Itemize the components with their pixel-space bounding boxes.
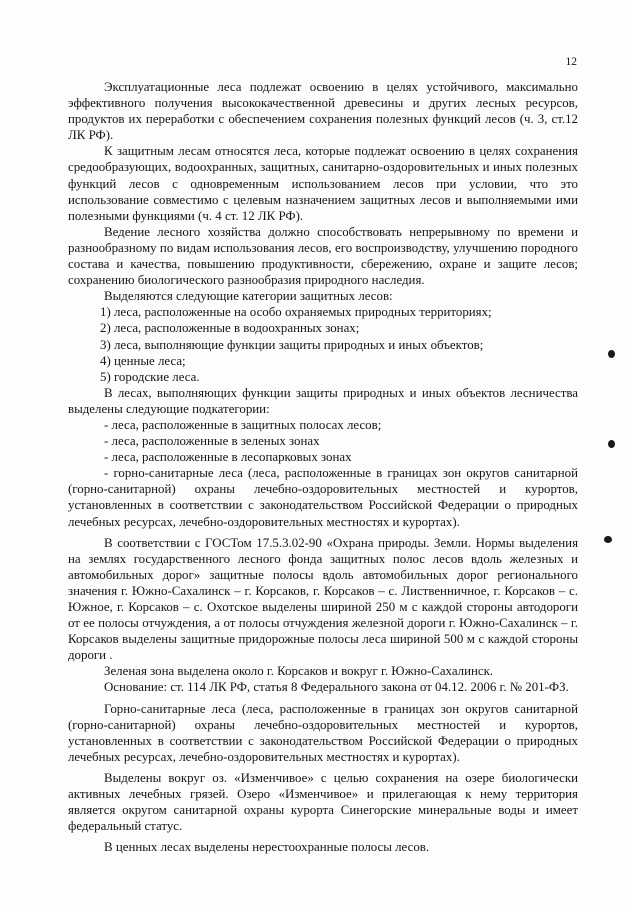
paragraph-categories-intro: Выделяются следующие категории защитных лесов: xyxy=(104,289,393,304)
paragraph-forest-management: Ведение лесного хозяйства должно способствовать непрерывному по времени и разнообразному по видам использования лесов, его воспроизводству, улучшению породного состава и качества, повышению продуктивности, сбережению, охране и защите лесов; сохранению биологического разнообразия природного наследия. xyxy=(68,224,578,288)
page-number: 12 xyxy=(565,56,577,68)
paragraph-exploitation-forests: Эксплуатационные леса подлежат освоению в целях устойчивого, максимально эффективного получения высококачественной древесины и других лесных ресурсов, продуктов их переработки с обеспечением сохранения полезных функций лесов (ч. 3, ст.12 ЛК РФ). xyxy=(68,80,578,143)
category-item: 3) леса, выполняющие функции защиты природных и иных объектов; xyxy=(100,337,484,352)
document-body xyxy=(68,79,578,855)
paragraph-mountain-sanitary: Горно-санитарные леса (леса, расположенные в границах зон округов санитарной (горно-санитарной) охраны лечебно-оздоровительных местностей и курортов, установленных в соответствии с законодательством Российской Федерации о природных лечебных ресурсах, лечебно-оздоровительных местностях и курортах). xyxy=(68,701,578,764)
paragraph-subcategories-intro: В лесах, выполняющих функции защиты природных и иных объектов лесничества выделены следующие подкатегории: xyxy=(68,385,578,416)
scan-dot-mark xyxy=(608,350,615,358)
paragraph-legal-basis: Основание: ст. 114 ЛК РФ, статья 8 Федерального закона от 04.12. 2006 г. № 201-ФЗ. xyxy=(104,680,569,695)
subcategory-item: - леса, расположенные в зеленых зонах xyxy=(104,434,320,449)
paragraph-protective-forests: К защитным лесам относятся леса, которые подлежат освоению в целях сохранения средообразующих, водоохранных, защитных, санитарно-оздоровительных и иных полезных функций лесов с одновременным использованием лесов при условии, что это использование совместимо с целевым назначением защитных лесов и выполняемыми ими полезными функциями (ч. 4 ст. 12 ЛК РФ). xyxy=(68,144,578,223)
paragraph-green-zone: Зеленая зона выделена около г. Корсаков и вокруг г. Южно-Сахалинск. xyxy=(104,664,494,679)
paragraph-lake: Выделены вокруг оз. «Изменчивое» с целью сохранения на озере биологически активных лечебных грязей. Озеро «Изменчивое» и прилегающая к нему территория является округом санитарной охраны курорта Синегорские минеральные воды и имеет федеральный статус. xyxy=(68,770,578,834)
category-item: 4) ценные леса; xyxy=(100,353,186,368)
category-item: 1) леса, расположенные на особо охраняемых природных территориях; xyxy=(100,305,492,320)
subcategory-item-mountain-sanitary: - горно-санитарные леса (леса, расположенные в границах зон округов санитарной (горно-санитарной) охраны лечебно-оздоровительных местностей и курортов, установленных в соответствии с законодательством Российской Федерации о природных лечебных ресурсах, лечебно-оздоровительных местностях и курортах). xyxy=(68,466,578,529)
scan-dot-mark xyxy=(604,536,612,543)
scan-dot-mark xyxy=(608,440,615,448)
subcategory-item: - леса, расположенные в лесопарковых зонах xyxy=(104,450,352,465)
paragraph-gost: В соответствии с ГОСТом 17.5.3.02-90 «Охрана природы. Земли. Нормы выделения на землях государственного лесного фонда защитных полос лесов вдоль железных и автомобильных дорог» защитные полосы вдоль автомобильных дорог регионального значения г. Южно-Сахалинск – г. Корсаков, г. Корсаков – с. Лиственничное, г. Корсаков – с. Южное, г. Корсаков – с. Охотское выделены шириной 250 м с каждой стороны автодороги от ее полосы отчуждения, а от полосы отчуждения железной дороги г. Южно-Сахалинск – г. Корсаков выделены защитные придорожные полосы леса шириной 500 м с каждой стороны дороги . xyxy=(68,535,578,663)
paragraph-valuable-forests: В ценных лесах выделены нерестоохранные полосы лесов. xyxy=(104,840,430,855)
category-item: 2) леса, расположенные в водоохранных зонах; xyxy=(100,321,360,336)
subcategory-item: - леса, расположенные в защитных полосах лесов; xyxy=(104,417,382,432)
category-item: 5) городские леса. xyxy=(100,369,200,384)
